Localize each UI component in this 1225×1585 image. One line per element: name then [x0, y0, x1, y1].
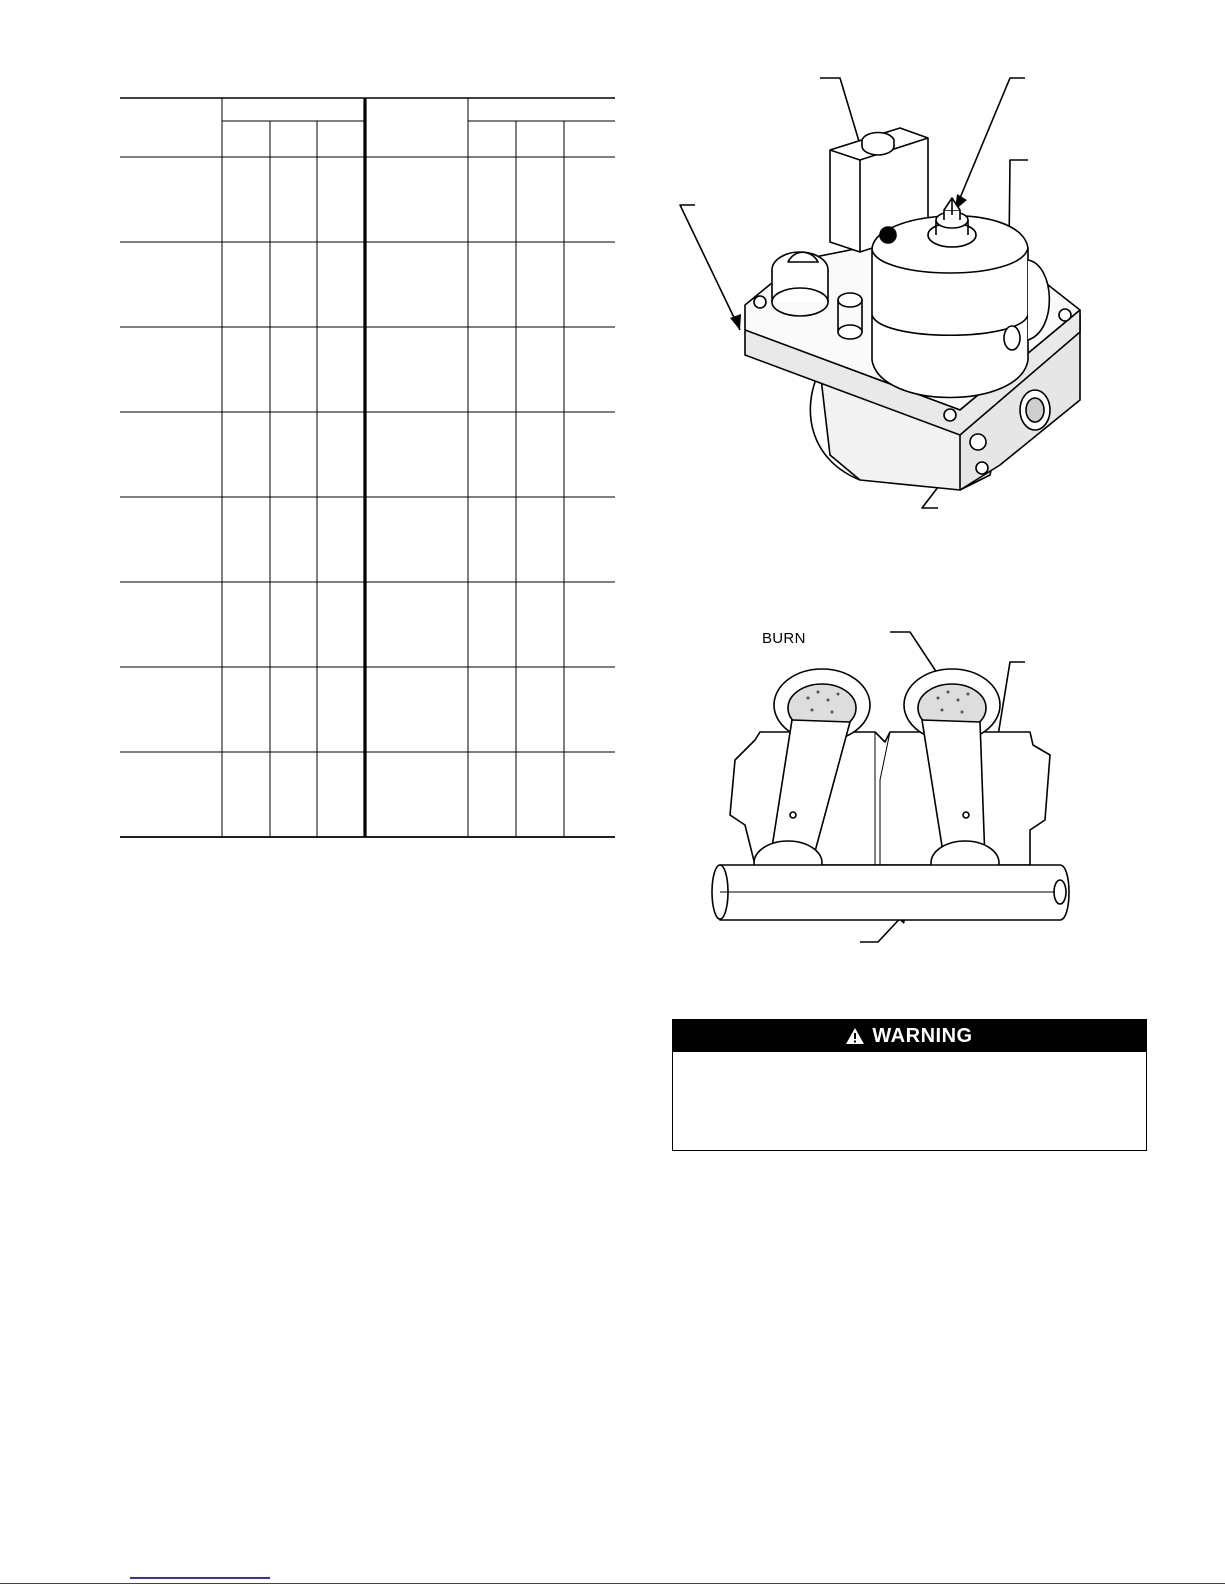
warning-triangle-icon [846, 1028, 864, 1044]
warning-title: WARNING [872, 1024, 973, 1047]
burner-assembly-illustration [700, 620, 1100, 960]
page-bottom-rule [0, 1583, 1225, 1584]
warning-header [673, 1020, 1146, 1052]
data-table-grid [110, 90, 620, 850]
gas-valve-illustration [660, 70, 1110, 530]
footer-link-underline [130, 1577, 270, 1579]
burner-label: BURN [762, 630, 806, 647]
warning-box [672, 1019, 1147, 1151]
